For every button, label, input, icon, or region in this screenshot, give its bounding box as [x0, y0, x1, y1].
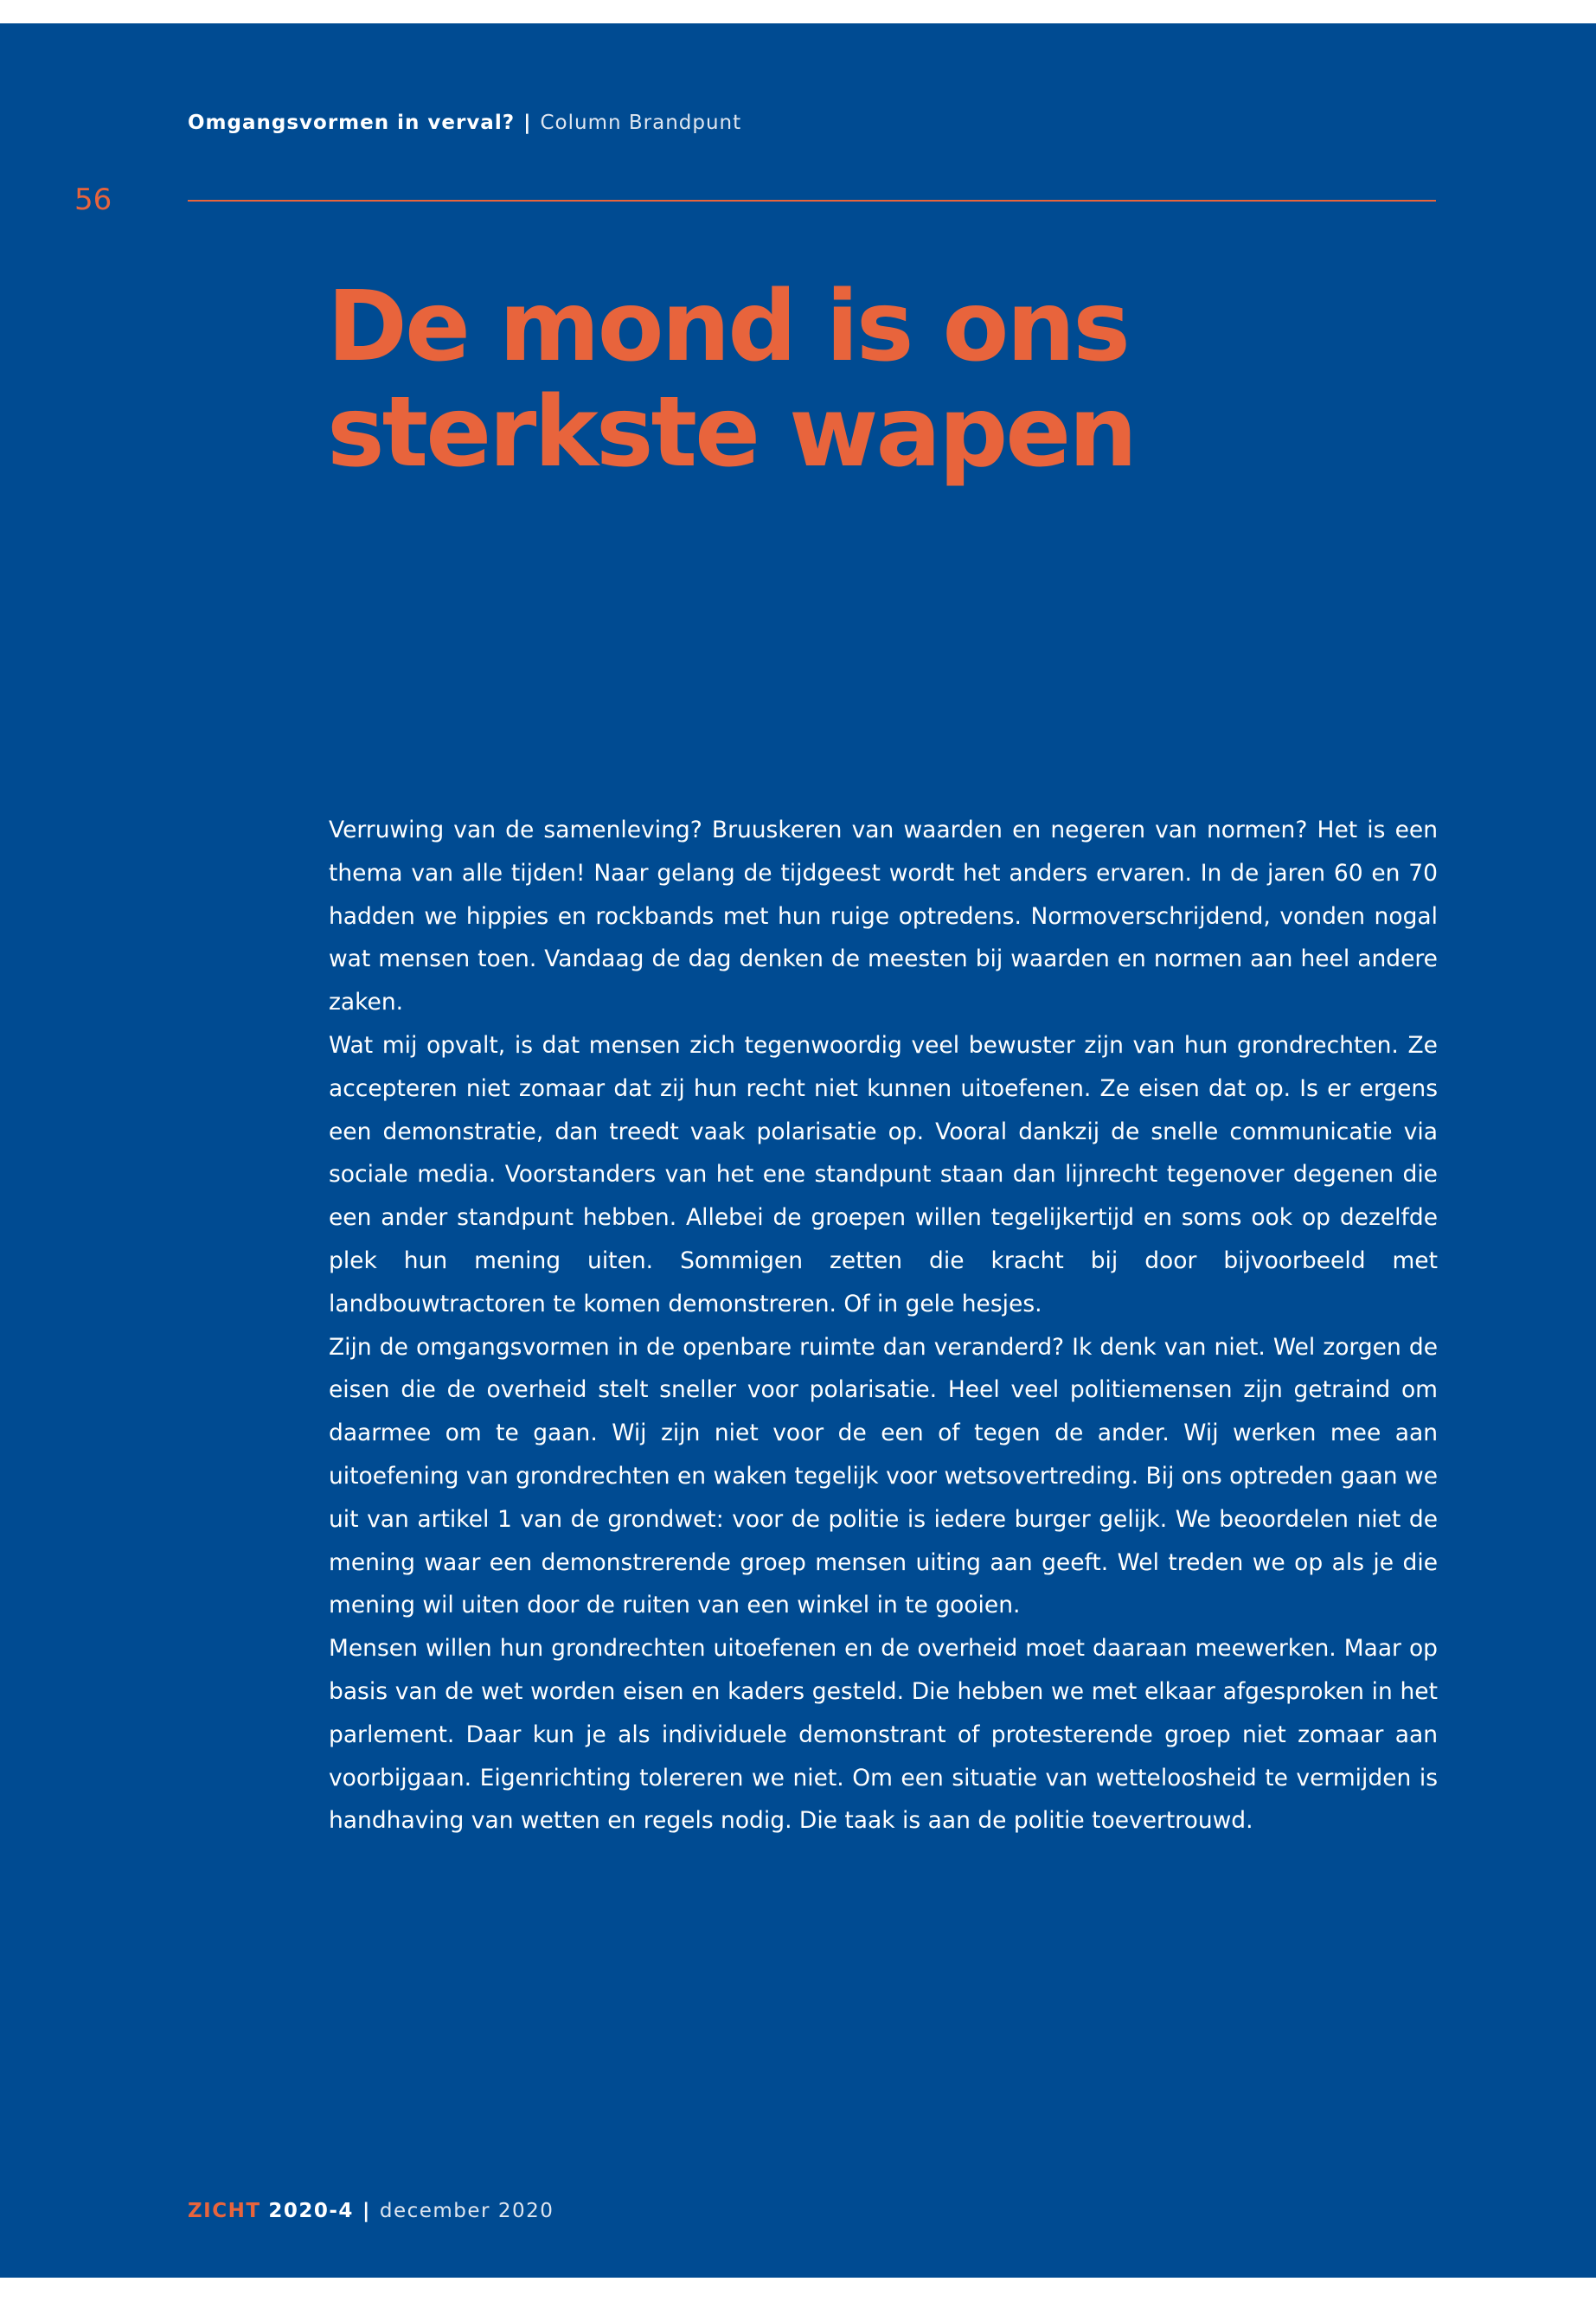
magazine-page [0, 23, 1596, 2278]
body-paragraph: Verruwing van de samenleving? Bruuskeren van waarden en negeren van normen? Het is een thema van alle tijden! Naar gelang de tijdgeest wordt het anders ervaren. In de jaren 60 en 70 hadden we hippies en rockbands met hun ruige optredens. Normoverschrijdend, vonden nogal wat mensen toen. Vandaag de dag denken de meesten bij waarden en normen aan heel andere zaken. [329, 817, 1438, 1016]
footer-separator: | [362, 2200, 371, 2222]
header-column: Column Brandpunt [540, 112, 742, 134]
header-separator: | [523, 112, 532, 134]
footer-issue: 2020-4 [268, 2200, 354, 2222]
article-title [327, 271, 1452, 489]
body-paragraph: Zijn de omgangsvormen in de openbare ruimte dan veranderd? Ik denk van niet. Wel zorgen de eisen die de overheid stelt sneller voor polarisatie. Heel veel politiemensen zijn getraind om daarmee om te gaan. Wij zijn niet voor de een of tegen de ander. Wij werken mee aan uitoefening van grondrechten en waken tegelijk voor wetsovertreding. Bij ons optreden gaan we uit van artikel 1 van de grondwet: voor de politie is iedere burger gelijk. We beoordelen niet de mening waar een demonstrerende groep mensen uiting aan geeft. Wel treden we op als je die mening wil uiten door de ruiten van een winkel in te gooien. [329, 1333, 1438, 1619]
title-line-2: sterkste wapen [327, 376, 1135, 489]
footer-magazine: ZICHT [188, 2200, 261, 2222]
page-number: 56 [74, 183, 112, 217]
page-footer [188, 2200, 554, 2222]
header-divider [188, 200, 1436, 202]
body-paragraph: Wat mij opvalt, is dat mensen zich tegenwoordig veel bewuster zijn van hun grondrechten. Ze accepteren niet zomaar dat zij hun recht niet kunnen uitoefenen. Ze eisen dat op. Is er ergens een demonstratie, dan treedt vaak polarisatie op. Vooral dankzij de snelle communicatie via sociale media. Voorstanders van het ene standpunt staan dan lijnrecht tegenover degenen die een ander standpunt hebben. Allebei de groepen willen tegelijkertijd en soms ook op dezelfde plek hun mening uiten. Sommigen zetten die kracht bij door bijvoorbeeld met landbouwtractoren te komen demonstreren. Of in gele hesjes. [329, 1031, 1438, 1317]
title-line-1: De mond is ons [327, 271, 1128, 383]
running-header [188, 112, 741, 134]
footer-date: december 2020 [379, 2200, 554, 2222]
header-section: Omgangsvormen in verval? [188, 112, 516, 134]
article-body [329, 809, 1438, 1843]
body-paragraph: Mensen willen hun grondrechten uitoefenen en de overheid moet daaraan meewerken. Maar op basis van de wet worden eisen en kaders gesteld. Die hebben we met elkaar afgesproken in het parlement. Daar kun je als individuele demonstrant of protesterende groep niet zomaar aan voorbijgaan. Eigenrichting tolereren we niet. Om een situatie van wetteloosheid te vermijden is handhaving van wetten en regels nodig. Die taak is aan de politie toevertrouwd. [329, 1635, 1438, 1835]
